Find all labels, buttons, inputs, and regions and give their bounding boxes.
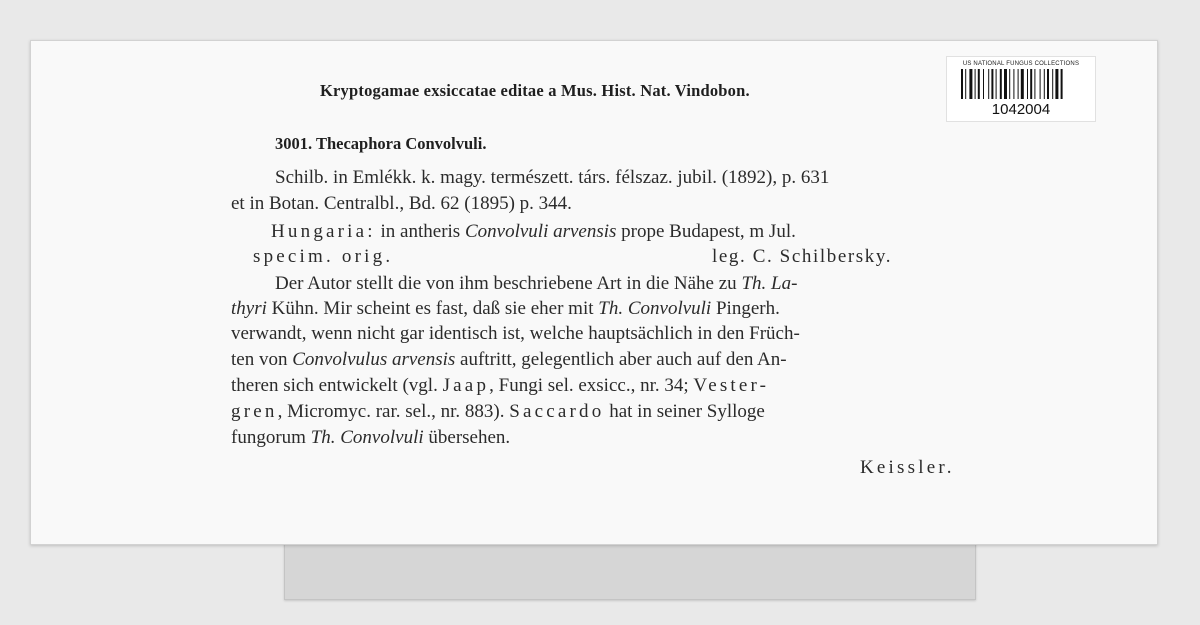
specimen-type: specim. orig. (253, 246, 394, 267)
barcode-caption: US NATIONAL FUNGUS COLLECTIONS (962, 61, 1080, 67)
note-line-4 (231, 349, 787, 371)
note-author: Jaap (442, 375, 490, 396)
note-text: Pingerh. (711, 298, 780, 319)
note-author: Vester- (693, 375, 770, 396)
note-text: , Fungi sel. exsicc., nr. 34; (489, 375, 694, 396)
citation-line-2: et in Botan. Centralbl., Bd. 62 (1895) p. 344. (231, 193, 572, 214)
signature: Keissler. (860, 457, 955, 478)
note-line-7 (231, 427, 510, 449)
barcode-icon (961, 69, 1081, 99)
citation-line-1: Schilb. in Emlékk. k. magy. természett. társ. félszaz. jubil. (1892), p. 631 (275, 167, 830, 188)
note-line-3: verwandt, wenn nicht gar identisch ist, welche hauptsächlich in den Früch- (231, 323, 800, 344)
note-text: theren sich entwickelt (vgl. (231, 375, 443, 396)
host-name: Convolvuli arvensis (464, 221, 617, 242)
note-line-5 (231, 375, 769, 397)
note-line-1 (275, 273, 797, 295)
note-taxon: Th. La- (741, 273, 798, 294)
note-text: , Micromyc. rar. sel., nr. 883). (277, 401, 510, 422)
note-text: auftritt, gelegentlich aber auch auf den An- (455, 349, 787, 370)
note-taxon: Convolvulus arvensis (292, 349, 456, 370)
note-taxon: Th. Convolvuli (310, 427, 424, 448)
barcode-label (946, 56, 1096, 122)
label-header: Kryptogamae exsiccatae editae a Mus. Hist. Nat. Vindobon. (320, 81, 750, 100)
locality-text-2: prope Budapest, m Jul. (616, 221, 796, 242)
note-text: ten von (231, 349, 293, 370)
note-text: Kühn. Mir scheint es fast, daß sie eher mit (266, 298, 599, 319)
note-line-2 (231, 298, 780, 320)
note-taxon: thyri (231, 298, 267, 319)
locality-country: Hungaria: (271, 221, 376, 242)
species-title: 3001. Thecaphora Convolvuli. (275, 134, 487, 153)
note-text: Der Autor stellt die von ihm beschriebene Art in die Nähe zu (275, 273, 742, 294)
note-text: fungorum (231, 427, 311, 448)
collector: leg. C. Schilbersky. (712, 246, 893, 267)
note-author: gren (231, 401, 278, 422)
note-text: hat in seiner Sylloge (604, 401, 765, 422)
note-text: übersehen. (423, 427, 511, 448)
note-author: Saccardo (509, 401, 605, 422)
locality-text: in antheris (375, 221, 465, 242)
locality-line (271, 221, 796, 243)
barcode-number: 1042004 (991, 101, 1051, 118)
note-line-6 (231, 401, 765, 423)
note-taxon: Th. Convolvuli (598, 298, 712, 319)
